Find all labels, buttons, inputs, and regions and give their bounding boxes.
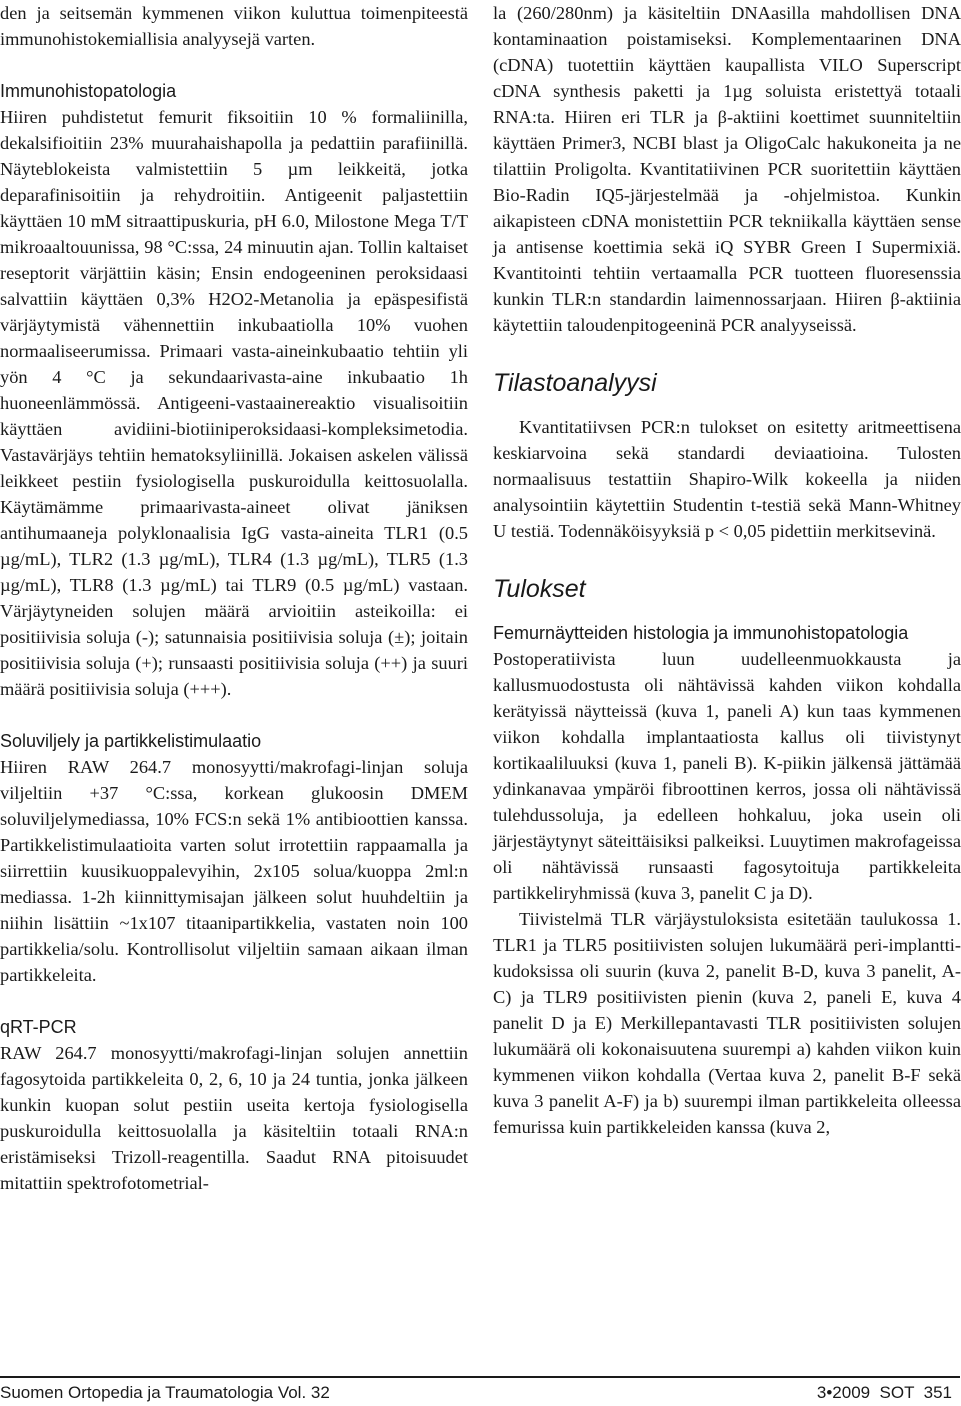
right-column — [493, 0, 961, 1140]
subheading-qrt-pcr: qRT-PCR — [0, 1017, 77, 1037]
section-heading-results: Tulokset — [493, 575, 586, 603]
body-paragraph: Kvantitatiivsen PCR:n tulokset on esitetty aritmeettisena keskiarvoina sekä standardi deviaatioina. Tulosten normaalisuus testattiin Shapiro-Wilk kokeella ja niiden analysointiin käytettiin Studentin t-testiä sekä Mann-Whitney U testiä. Todennäköisyyksiä p < 0,05 pidettiin merkitsevinä. — [493, 417, 961, 541]
subheading-immunohistopathology: Immunohistopatologia — [0, 81, 177, 101]
body-paragraph: den ja seitsemän kymmenen viikon kuluttua toimenpiteestä immunohistokemiallisia analyysejä varten. — [0, 3, 468, 49]
body-paragraph: Postoperatiivista luun uudelleenmuokkausta ja kallusmuodostusta oli nähtävissä kahden viikon kohdalla kerätyissä näytteissä (kuva 1, paneli A) kun taas kymmenen viikon kohdalla implantaatiosta kallus oli tiivistynyt kortikaaliluuksi (kuva 1, paneli B). K-piikin jälkensä jättämää ydinkanavaa ympäröi fibroottinen kerros, jossa oli nähtävissä tulehdussoluja, ja edelleen hohkaluu, joka usein oli järjestäytynyt säteittäisiksi palkeiksi. Luuytimen makrofageissa oli nähtävissä runsaasti fagosytoituja partikkeleita partikkeliryhmissä (kuva 3, panelit C ja D). — [493, 649, 961, 903]
footer-divider — [0, 1376, 960, 1378]
left-column — [0, 0, 468, 1196]
body-paragraph: RAW 264.7 monosyytti/makrofagi-linjan solujen annettiin fagosytoida partikkeleita 0, 2, 6, 10 ja 24 tuntia, jonka jälkeen kunkin kuopan solut pestiin useita kertoja fysiologisella puskuroidulla keittosuolalla ja käsiteltiin totaali RNA:n eristämiseksi Trizoll-reagentilla. Saadut RNA pitoisuudet mitattiin spektrofotometrial- — [0, 1043, 468, 1193]
journal-name: Suomen Ortopedia ja Traumatologia Vol. 32 — [0, 1383, 330, 1402]
section-heading-statistics: Tilastoanalyysi — [493, 369, 657, 397]
body-paragraph: la (260/280nm) ja käsiteltiin DNAasilla mahdollisen DNA kontaminaation poistamiseksi. Komplementaarinen DNA (cDNA) tuotettiin käyttäen kaupallista VILO Superscript cDNA synthesis paketti ja 1µg soluista eristettyä totaali RNA:ta. Hiiren eri TLR ja β-aktiini koettimet suunniteltiin käyttäen Primer3, NCBI blast ja OligoCalc hakukoneita ja ne tilattiin Proligolta. Kvantitatiivinen PCR suoritettiin käyttäen Bio-Radin IQ5-järjestelmää ja -ohjelmistoa. Kunkin aikapisteen cDNA monistettiin PCR tekniikalla käyttäen sense ja antisense koettimia sekä iQ SYBR Green I Supermixiä. Kvantitointi tehtiin vertaamalla PCR tuotteen fluoresenssia kunkin TLR:n standardin laimennossarjaan. Hiiren β-aktiinia käytettiin taloudenpitogeeninä PCR analyyseissä. — [493, 3, 961, 335]
subheading-cell-culture: Soluviljely ja partikkelistimulaatio — [0, 731, 262, 751]
page-info: 3•2009 SOT 351 — [816, 1383, 952, 1402]
body-paragraph: Hiiren RAW 264.7 monosyytti/makrofagi-linjan soluja viljeltiin +37 °C:ssa, korkean glukoosin DMEM soluviljelymediassa, 10% FCS:n sekä 1% antibioottien kanssa. Partikkelistimulaatioita varten solut irrotettiin rappaamalla ja siirrettiin kuusikuoppalevyihin, 2x105 solua/kuoppa 2ml:n mediassa. 1-2h kiinnittymisajan jälkeen solut huuhdeltiin ja niihin lisättiin ~1x107 titaanipartikkelia, vastaten noin 100 partikkelia/solu. Kontrollisolut viljeltiin samaan aikaan ilman partikkeleita. — [0, 757, 468, 985]
body-paragraph: Hiiren puhdistetut femurit fiksoitiin 10 % formaliinilla, dekalsifioitiin 23% muurahaishapolla ja pedattiin parafiinillä. Näyteblokeista valmistettiin 5 µm leikkeitä, jotka deparafinisoitiin ja rehydroitiin. Antigeenit paljastettiin käyttäen 10 mM sitraattipuskuria, pH 6.0, Milostone Mega T/T mikroaaltouunissa, 98 °C:ssa, 24 minuutin ajan. Tollin kaltaiset reseptorit värjättiin käsin; Ensin endogeeninen peroksidaasi salvattiin käyttäen 0,3% H2O2-Metanolia ja epäspesifistä värjäytymistä vähennettiin inkubaatiolla 10% vuohen normaaliseerumissa. Primaari vasta-aineinkubaatio tehtiin yli yön 4 °C ja sekundaarivasta-aine inkubaatio 1h huoneenlämmössä. Antigeeni-vastaainereaktio visualisoitiin käyttäen avidiini-biotiiniperoksidaasi-kompleksimetodia. Vastavärjäys tehtiin hematoksyliinillä. Jokaisen askelen välissä leikkeet pestiin fysiologisella puskuroidulla keittosuolalla. Käytämämme primaarivasta-aineet olivat jäniksen antihumaaneja polyklonaalisia IgG vasta-aineita TLR1 (0.5 µg/mL), TLR2 (1.3 µg/mL), TLR4 (1.3 µg/mL), TLR5 (1.3 µg/mL), TLR8 (1.3 µg/mL) tai TLR9 (0.5 µg/mL) vastaan. Värjäytyneiden solujen määrä arvioitiin asteikoilla: ei positiivisia soluja (-); satunnaisia positiivisia soluja (±); joitain positiivisia soluja (+); runsaasti positiivisia soluja (++) ja suuri määrä positiivisia soluja (+++). — [0, 107, 468, 699]
body-paragraph: Tiivistelmä TLR värjäystuloksista esitetään taulukossa 1. TLR1 ja TLR5 positiivisten solujen lukumäärä peri-implanttikudoksissa oli suurin (kuva 2, panelit B-D, kuva 3 panelit, A-C) ja TLR9 positiivisten pienin (kuva 2, paneli E, kuva 4 panelit D ja E) Merkillepantavasti TLR positiivisten solujen lukumäärä oli kokonaisuutena suurempi a) kahden viikon kuin kymmenen viikon kohdalla (Vertaa kuva 2, panelit B-F sekä kuva 3 panelit A-F) ja b) suurempi ilman partikkeleita olleessa femurissa kuin partikkeleiden kanssa (kuva 2, — [493, 909, 961, 1137]
page-footer — [0, 1380, 960, 1406]
subheading-femur-histology: Femurnäytteiden histologia ja immunohistopatologia — [493, 623, 909, 643]
